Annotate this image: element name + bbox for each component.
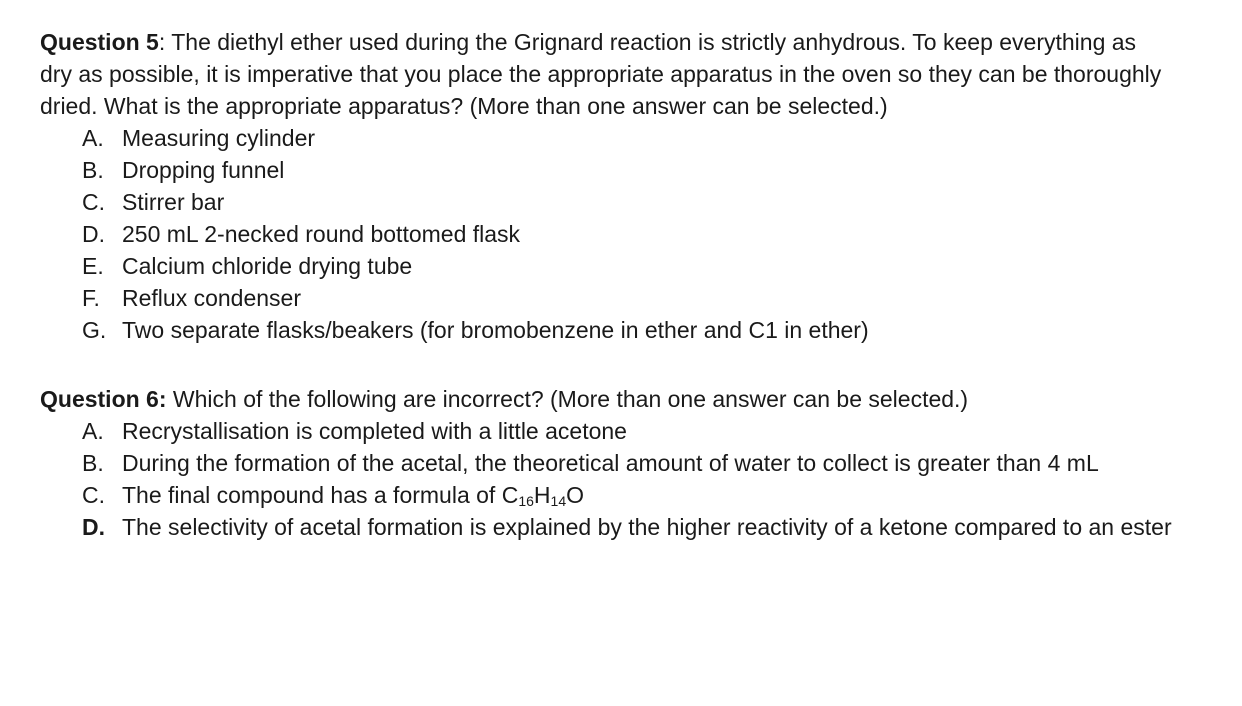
option-item xyxy=(82,122,1220,154)
option-letter: G. xyxy=(82,317,107,343)
option-item xyxy=(82,218,1220,250)
option-text: Recrystallisation is completed with a little acetone xyxy=(122,418,627,444)
option-letter: A. xyxy=(82,125,104,151)
option-text: Measuring cylinder xyxy=(122,125,316,151)
question-6-options xyxy=(40,415,1220,543)
option-item xyxy=(82,154,1220,186)
option-item xyxy=(82,250,1220,282)
option-text: Two separate flasks/beakers (for bromobenzene in ether and C1 in ether) xyxy=(122,317,869,343)
option-letter: D. xyxy=(82,221,105,247)
formula-subscript-carbon: 16 xyxy=(518,493,534,509)
option-letter: A. xyxy=(82,418,104,444)
option-item xyxy=(82,511,1220,543)
option-text: Dropping funnel xyxy=(122,157,285,183)
question-5-text: The diethyl ether used during the Grignard reaction is strictly anhydrous. To keep everything as dry as possible, it is imperative that you place the appropriate apparatus in the oven so they can be thoroughly dried. What is the appropriate apparatus? (More than one answer can be selected.) xyxy=(40,29,1162,119)
option-text: Calcium chloride drying tube xyxy=(122,253,413,279)
question-5-options xyxy=(40,122,1220,346)
option-text-formula xyxy=(122,479,1220,511)
option-item xyxy=(82,282,1220,314)
formula-prefix: The final compound has a formula of C xyxy=(122,482,519,508)
option-letter: F. xyxy=(82,285,100,311)
question-5 xyxy=(40,26,1170,122)
document xyxy=(40,26,1220,543)
question-6-label: Question 6: xyxy=(40,386,167,412)
option-text: During the formation of the acetal, the theoretical amount of water to collect is greater than 4 mL xyxy=(122,450,1099,476)
formula-oxygen: O xyxy=(566,482,584,508)
option-item xyxy=(82,186,1220,218)
option-letter: C. xyxy=(82,482,105,508)
question-5-label: Question 5 xyxy=(40,29,159,55)
formula-subscript-hydrogen: 14 xyxy=(550,493,567,509)
option-text: Stirrer bar xyxy=(122,189,225,215)
option-text: The selectivity of acetal formation is explained by the higher reactivity of a ketone compared to an ester xyxy=(122,514,1172,540)
option-item xyxy=(82,479,1220,511)
formula-hydrogen: H xyxy=(533,482,551,508)
option-text: Reflux condenser xyxy=(122,285,301,311)
option-letter: B. xyxy=(82,157,104,183)
option-item xyxy=(82,415,1220,447)
option-text: 250 mL 2-necked round bottomed flask xyxy=(122,221,521,247)
option-letter: C. xyxy=(82,189,105,215)
question-6 xyxy=(40,383,1220,415)
option-item xyxy=(82,447,1220,479)
question-6-text: Which of the following are incorrect? (More than one answer can be selected.) xyxy=(166,386,969,412)
question-5-label-suffix: : xyxy=(158,29,166,55)
option-item xyxy=(82,314,1220,346)
option-letter: E. xyxy=(82,253,104,279)
option-letter: B. xyxy=(82,450,104,476)
option-letter: D. xyxy=(82,514,105,540)
